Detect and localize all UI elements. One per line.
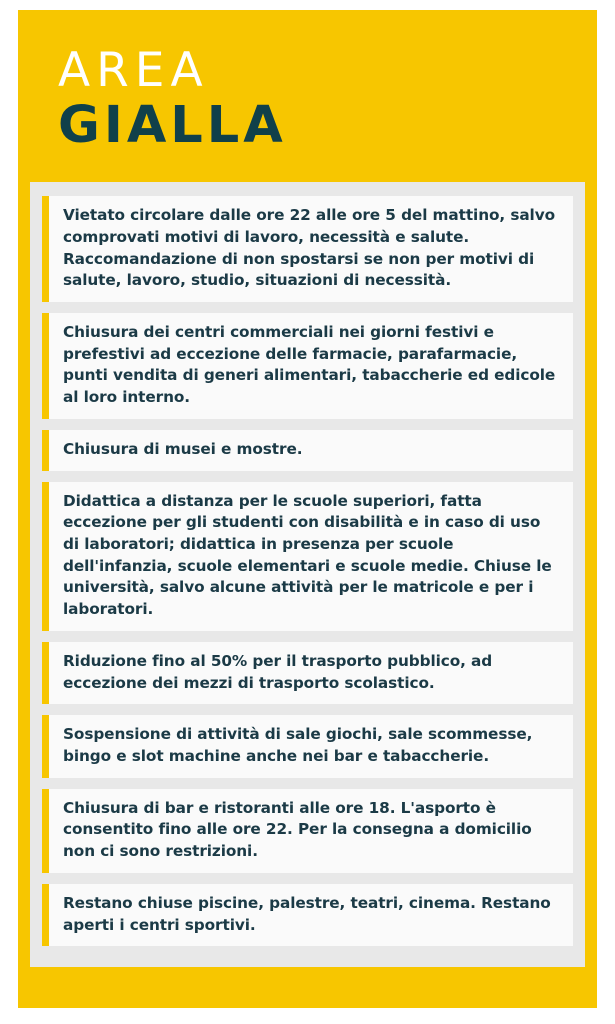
rule-text: Vietato circolare dalle ore 22 alle ore 5 del mattino, salvo comprovati motivi di lavoro, necessità e salute. Raccomandazione di non spostarsi se non per motivi di salute, lavoro, studio, situazioni di necessità. — [63, 206, 555, 290]
accent-bar — [42, 715, 49, 777]
accent-bar — [42, 789, 49, 873]
accent-bar — [42, 430, 49, 471]
rule-text: Restano chiuse piscine, palestre, teatri, cinema. Restano aperti i centri sportivi. — [63, 893, 551, 934]
list-item — [42, 313, 573, 419]
rule-text: Chiusura dei centri commerciali nei giorni festivi e prefestivi ad eccezione delle farmacie, parafarmacie, punti vendita di generi alimentari, tabaccherie ed edicole al loro interno. — [63, 322, 556, 407]
rule-text: Chiusura di musei e mostre. — [63, 439, 303, 458]
page-title-area: AREA — [58, 43, 209, 98]
list-item — [42, 482, 573, 631]
accent-bar — [42, 313, 49, 419]
page-title-gialla: GIALLA — [58, 96, 287, 156]
list-item — [42, 715, 573, 777]
list-item — [42, 196, 573, 302]
accent-bar — [42, 884, 49, 946]
accent-bar — [42, 196, 49, 302]
rule-text: Didattica a distanza per le scuole superiori, fatta eccezione per gli studenti con disabilità e in caso di uso di laboratori; didattica in presenza per scuole dell'infanzia, scuole elementari e scuole medie. Chiuse le università, salvo alcune attività per le matricole e per i laboratori. — [63, 491, 552, 619]
accent-bar — [42, 482, 49, 631]
rules-panel — [30, 182, 585, 967]
rule-text: Sospensione di attività di sale giochi, sale scommesse, bingo e slot machine anche nei bar e tabaccherie. — [63, 725, 533, 765]
rule-text: Chiusura di bar e ristoranti alle ore 18. L'asporto è consentito fino alle ore 22. Per la consegna a domicilio non ci sono restrizioni. — [63, 798, 532, 861]
list-item — [42, 884, 573, 946]
list-item — [42, 789, 573, 873]
list-item — [42, 642, 573, 704]
rule-text: Riduzione fino al 50% per il trasporto pubblico, ad eccezione dei mezzi di trasporto scolastico. — [63, 651, 493, 692]
yellow-frame — [18, 10, 597, 1008]
rule-list — [42, 196, 573, 946]
poster-header — [18, 10, 597, 182]
list-item — [42, 430, 573, 471]
accent-bar — [42, 642, 49, 704]
